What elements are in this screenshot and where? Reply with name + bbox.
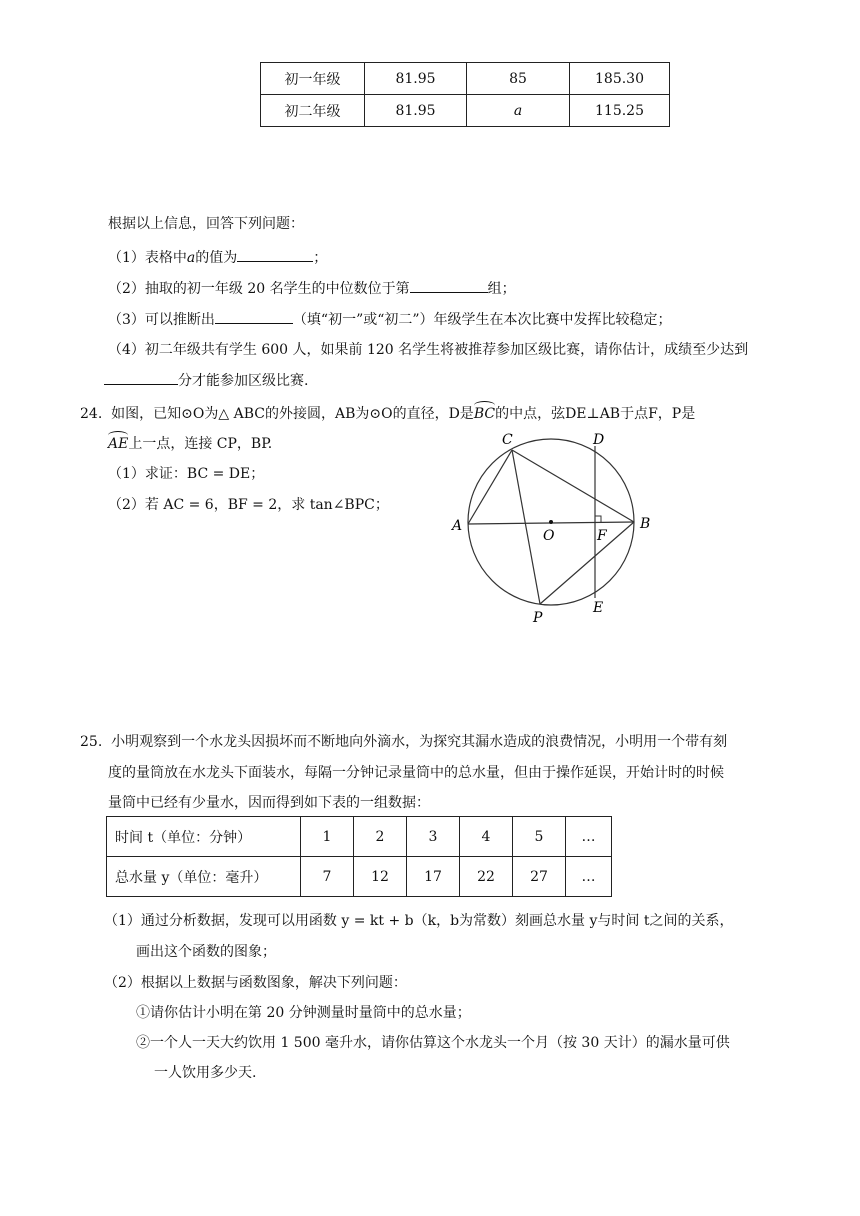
table-row <box>261 95 670 127</box>
table-row <box>107 817 612 857</box>
q23-part4-cont: 分才能参加区级比赛. <box>104 369 308 390</box>
q24-part2: （2）若 AC = 6，BF = 2，求 tan∠BPC； <box>108 497 389 513</box>
q25-part1-cont: 画出这个函数的图象； <box>136 944 276 960</box>
table-cell: a <box>467 95 570 127</box>
circle-figure <box>440 424 660 630</box>
table-cell: … <box>566 817 612 857</box>
q24-part1: （1）求证：BC = DE； <box>108 466 265 482</box>
table-cell: 81.95 <box>365 63 467 95</box>
table-cell: 总水量 y（单位：毫升） <box>107 857 301 897</box>
table-cell: 115.25 <box>570 95 670 127</box>
table-cell: 22 <box>460 857 513 897</box>
label-c: C <box>502 432 513 448</box>
water-table <box>106 816 612 897</box>
q23-part3: （3）可以推断出 （填“初一”或“初二”）年级学生在本次比赛中发挥比较稳定； <box>108 308 672 329</box>
q25-part1: （1）通过分析数据，发现可以用函数 y = kt + b（k，b为常数）刻画总水量 y与时间 t之间的关系， <box>104 913 734 929</box>
table-cell: 185.30 <box>570 63 670 95</box>
table-cell: 初二年级 <box>261 95 365 127</box>
table-cell: 7 <box>301 857 354 897</box>
score-table <box>260 62 670 127</box>
table-cell: 5 <box>513 817 566 857</box>
label-f: F <box>597 528 607 544</box>
answer-blank[interactable] <box>410 277 488 293</box>
q23-intro: 根据以上信息，回答下列问题： <box>108 216 304 232</box>
table-cell: 时间 t（单位：分钟） <box>107 817 301 857</box>
segment-cb <box>512 450 634 522</box>
answer-blank[interactable] <box>237 246 313 262</box>
table-cell: 1 <box>301 817 354 857</box>
table-cell: 12 <box>354 857 407 897</box>
arc-ae: AE <box>108 436 129 452</box>
table-cell: 4 <box>460 817 513 857</box>
table-cell: 3 <box>407 817 460 857</box>
q23-part2: （2）抽取的初一年级 20 名学生的中位数位于第 组； <box>108 277 516 298</box>
q23-part1: （1）表格中a的值为 ； <box>108 246 327 267</box>
table-row <box>107 857 612 897</box>
table-cell: 85 <box>467 63 570 95</box>
q25-part2: （2）根据以上数据与函数图象，解决下列问题： <box>104 975 407 991</box>
segment-cp <box>512 450 540 604</box>
q25-part2c: 一人饮用多少天. <box>154 1065 257 1081</box>
label-e: E <box>593 600 604 616</box>
label-d: D <box>593 432 605 448</box>
label-o: O <box>543 528 555 544</box>
table-cell: 27 <box>513 857 566 897</box>
answer-blank[interactable] <box>104 369 178 385</box>
table-cell: 初一年级 <box>261 63 365 95</box>
label-p: P <box>533 610 543 626</box>
q25-line3: 量筒中已经有少量水，因而得到如下表的一组数据： <box>108 795 430 811</box>
table-cell: 17 <box>407 857 460 897</box>
center-point <box>549 520 553 524</box>
q25-line1: 25. 小明观察到一个水龙头因损坏而不断地向外滴水，为探究其漏水造成的浪费情况，小明用一个带有刻 <box>80 734 728 750</box>
table-cell: 2 <box>354 817 407 857</box>
table-cell: … <box>566 857 612 897</box>
answer-blank[interactable] <box>215 308 293 324</box>
arc-bc: BC <box>473 406 496 422</box>
q24-line1: 24. 如图，已知⊙O为△ ABC的外接圆，AB为⊙O的直径，D是BC的中点，弦DE⊥AB于点F，P是 <box>80 406 696 422</box>
right-angle-mark <box>595 516 601 522</box>
q25-line2: 度的量筒放在水龙头下面装水，每隔一分钟记录量筒中的总水量，但由于操作延误，开始计时的时候 <box>108 765 724 781</box>
segment-ac <box>468 450 512 524</box>
q23-part4: （4）初二年级共有学生 600 人，如果前 120 名学生将被推荐参加区级比赛，请你估计，成绩至少达到 <box>108 342 749 358</box>
q24-line2: AE上一点，连接 CP，BP. <box>108 436 273 452</box>
label-b: B <box>640 516 651 532</box>
q25-part2b: ②一个人一天大约饮用 1 500 毫升水，请你估算这个水龙头一个月（按 30 天计）的漏水量可供 <box>136 1035 730 1051</box>
table-row <box>261 63 670 95</box>
label-a: A <box>452 518 463 534</box>
table-cell: 81.95 <box>365 95 467 127</box>
q25-part2a: ①请你估计小明在第 20 分钟测量时量筒中的总水量； <box>136 1005 471 1021</box>
